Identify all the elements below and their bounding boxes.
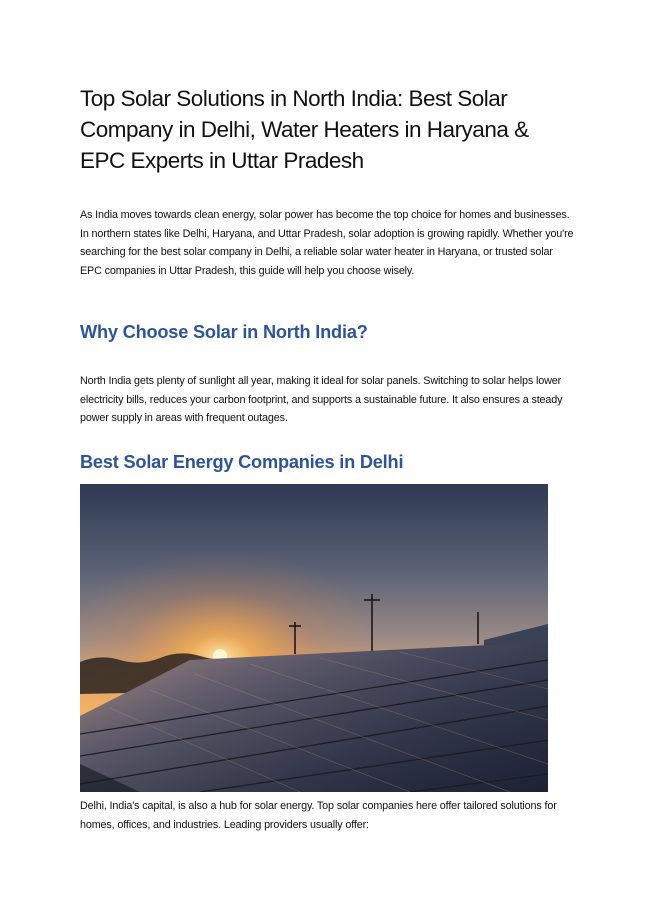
solar-panels-sunset-photo bbox=[80, 484, 548, 792]
page-title: Top Solar Solutions in North India: Best Solar Company in Delhi, Water Heaters in Haryana & EPC Experts in Uttar Pradesh bbox=[80, 86, 529, 173]
section-heading-why-solar: Why Choose Solar in North India? bbox=[80, 322, 368, 342]
why-solar-paragraph: North India gets plenty of sunlight all year, making it ideal for solar panels. Switching to solar helps lower electricity bills, reduces your carbon footprint, and supports a sustainable future. It also ensures a steady power supply in areas with frequent outages. bbox=[80, 375, 563, 425]
intro-paragraph: As India moves towards clean energy, solar power has become the top choice for homes and businesses. In northern states like Delhi, Haryana, and Uttar Pradesh, solar adoption is growing rapidly. Whether you're searching for the best solar company in Delhi, a reliable solar water heater in Haryana, or trusted solar EPC companies in Uttar Pradesh, this guide will help you choose wisely. bbox=[80, 209, 574, 277]
section-heading-delhi-companies: Best Solar Energy Companies in Delhi bbox=[80, 452, 404, 472]
delhi-companies-paragraph: Delhi, India's capital, is also a hub for solar energy. Top solar companies here offer tailored solutions for homes, offices, and industries. Leading providers usually offer: bbox=[80, 800, 557, 831]
